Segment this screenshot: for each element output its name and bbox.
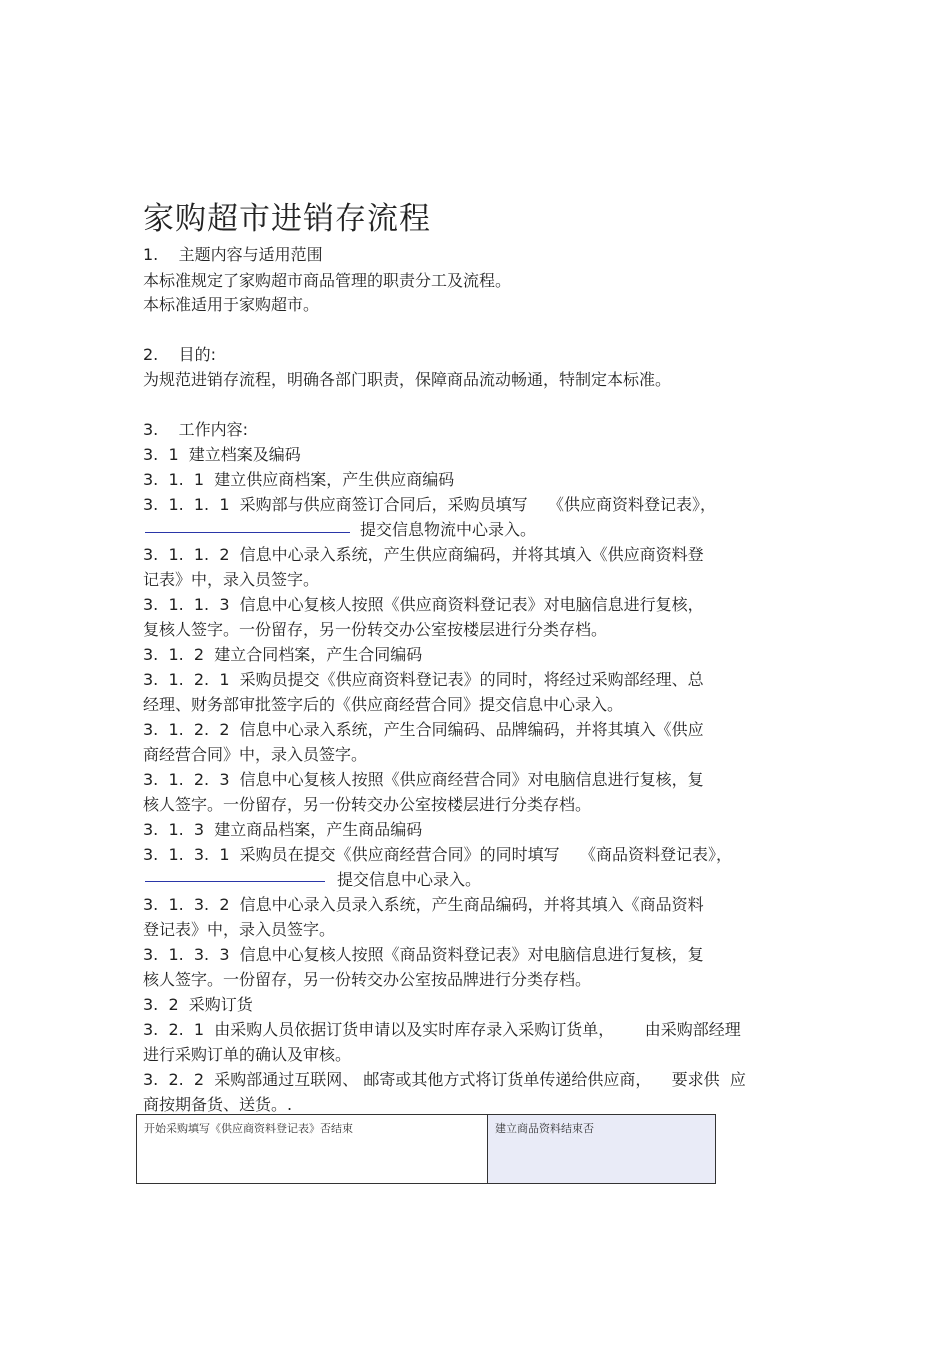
body-line: 进行采购订单的确认及审核。 xyxy=(143,1045,352,1064)
flow-table-left-cell: 开始采购填写《供应商资料登记表》否结束 xyxy=(137,1115,488,1183)
body-line: 提交信息物流中心录入。 xyxy=(360,520,537,539)
body-line: 本标准规定了家购超市商品管理的职责分工及流程。 xyxy=(143,271,512,290)
body-line: 本标准适用于家购超市。 xyxy=(143,295,320,314)
body-line: 3. 2 采购订货 xyxy=(143,995,253,1014)
body-line: 3. 1. 1 建立供应商档案，产生供应商编码 xyxy=(143,470,455,489)
body-line: 登记表》中，录入员签字。 xyxy=(143,920,336,939)
body-line: 1. 主题内容与适用范围 xyxy=(143,245,323,264)
body-line: 3. 1. 3 建立商品档案，产生商品编码 xyxy=(143,820,423,839)
body-line: 提交信息中心录入。 xyxy=(337,870,482,889)
body-line: 3. 2. 2 采购部通过互联网、 邮寄或其他方式将订货单传递给供应商， 要求供 应 xyxy=(143,1070,746,1089)
body-line: 商经营合同》中，录入员签字。 xyxy=(143,745,368,764)
body-line: 2. 目的: xyxy=(143,345,217,364)
blank-underline xyxy=(145,881,325,882)
body-line: 核人签字。一份留存，另一份转交办公室按楼层进行分类存档。 xyxy=(143,795,592,814)
body-line: 商按期备货、送货。. xyxy=(143,1095,293,1114)
body-line: 为规范进销存流程，明确各部门职责，保障商品流动畅通，特制定本标准。 xyxy=(143,370,672,389)
body-line: 3. 1. 1. 3 信息中心复核人按照《供应商资料登记表》对电脑信息进行复核， xyxy=(143,595,704,614)
body-line: 3. 1. 3. 3 信息中心复核人按照《商品资料登记表》对电脑信息进行复核，复 xyxy=(143,945,704,964)
body-line: 经理、财务部审批签字后的《供应商经营合同》提交信息中心录入。 xyxy=(143,695,624,714)
body-line: 3. 1. 2. 1 采购员提交《供应商资料登记表》的同时，将经过采购部经理、总 xyxy=(143,670,704,689)
body-line: 复核人签字。一份留存，另一份转交办公室按楼层进行分类存档。 xyxy=(143,620,608,639)
flow-table xyxy=(136,1114,716,1184)
body-line: 3. 1. 2. 2 信息中心录入系统，产生合同编码、品牌编码，并将其填入《供应 xyxy=(143,720,704,739)
body-line: 3. 1. 1. 2 信息中心录入系统，产生供应商编码，并将其填入《供应商资料登 xyxy=(143,545,704,564)
body-line: 记表》中，录入员签字。 xyxy=(143,570,320,589)
body-line: 3. 2. 1 由采购人员依据订货申请以及实时库存录入采购订货单， 由采购部经理 xyxy=(143,1020,741,1039)
body-line: 3. 1. 3. 2 信息中心录入员录入系统，产生商品编码，并将其填入《商品资料 xyxy=(143,895,704,914)
flow-table-right-cell: 建立商品资料结束否 xyxy=(488,1115,715,1183)
body-line: 3. 1. 2. 3 信息中心复核人按照《供应商经营合同》对电脑信息进行复核，复 xyxy=(143,770,704,789)
blank-underline xyxy=(145,532,350,533)
document-title: 家购超市进销存流程 xyxy=(143,200,431,237)
body-line: 3. 1 建立档案及编码 xyxy=(143,445,301,464)
body-line: 3. 1. 1. 1 采购部与供应商签订合同后，采购员填写 《供应商资料登记表》， xyxy=(143,495,717,514)
body-line: 3. 1. 2 建立合同档案，产生合同编码 xyxy=(143,645,423,664)
body-line: 核人签字。一份留存，另一份转交办公室按品牌进行分类存档。 xyxy=(143,970,592,989)
body-line: 3. 工作内容: xyxy=(143,420,249,439)
body-line: 3. 1. 3. 1 采购员在提交《供应商经营合同》的同时填写 《商品资料登记表》， xyxy=(143,845,733,864)
